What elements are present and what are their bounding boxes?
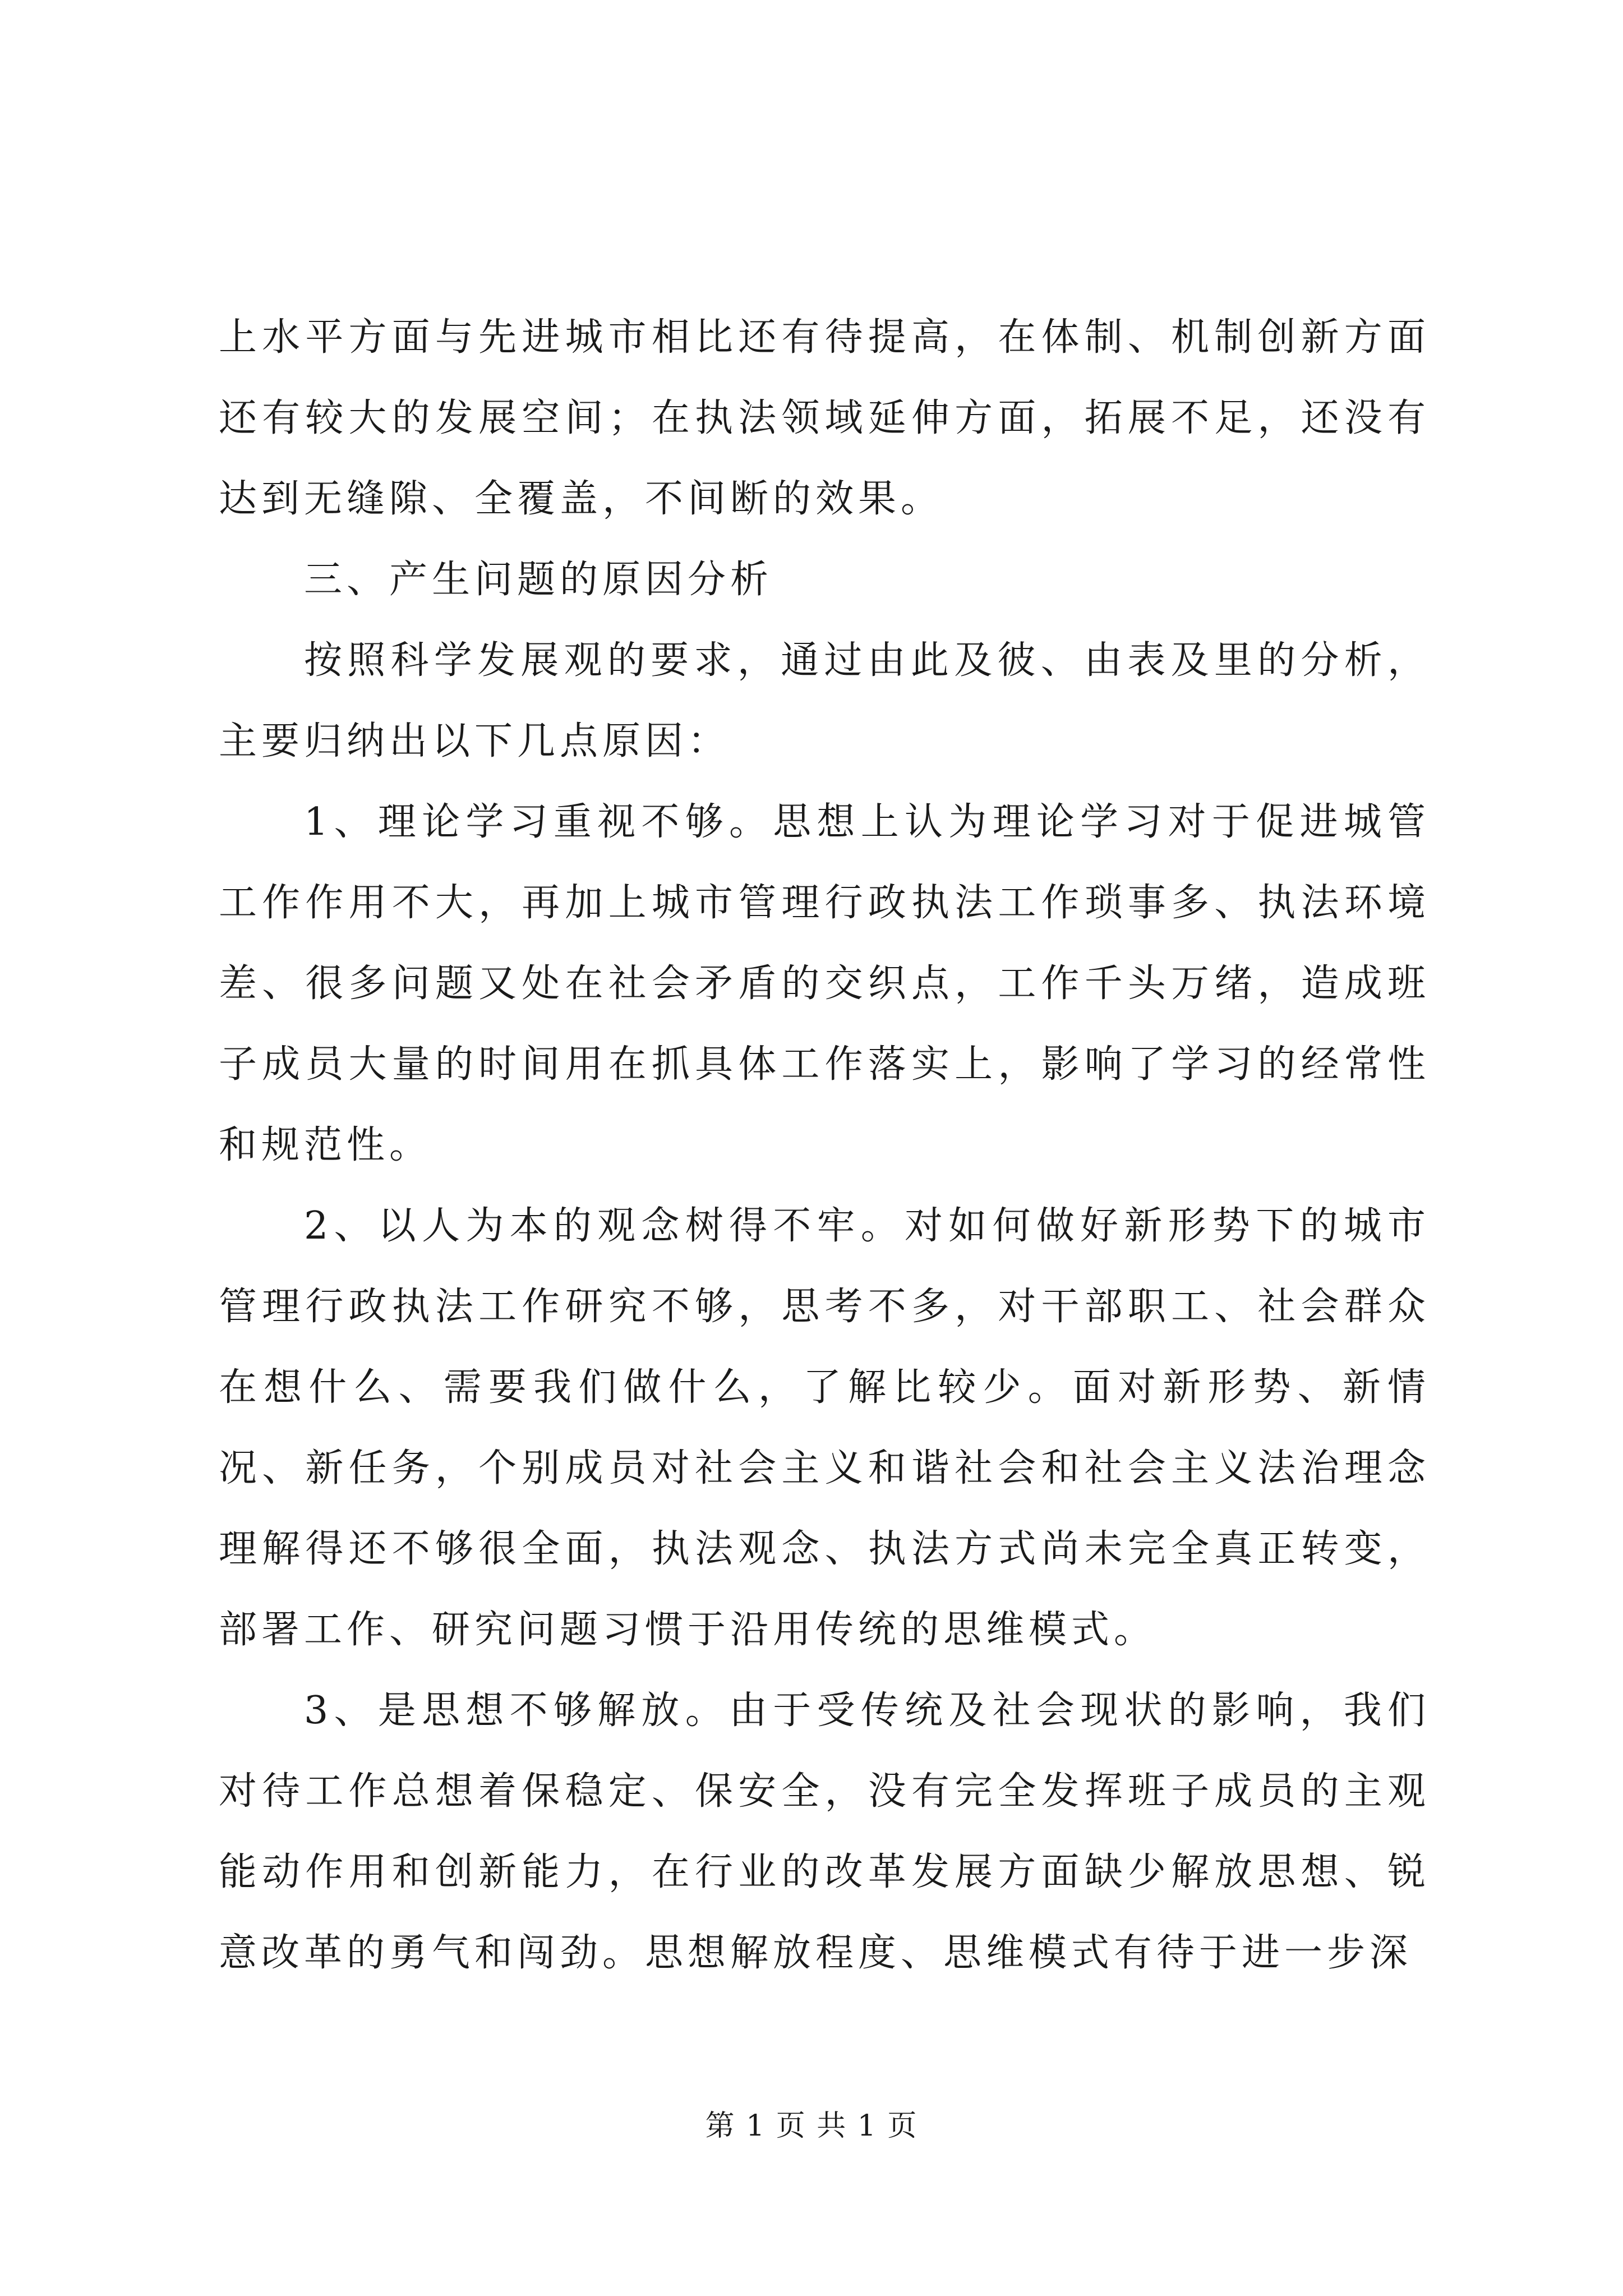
page-footer: 第 1 页 共 1 页 (705, 2109, 918, 2143)
paragraph-item-1: 1、理论学习重视不够。思想上认为理论学习对于促进城管工作作用不大，再加上城市管理行政执法工作琐事多、执法环境差、很多问题又处在社会矛盾的交织点，工作千头万绪，造成班子成员大量的时间用在抓具体工作落实上，影响了学习的经常性和规范性。 (219, 800, 1430, 1167)
body-text (219, 297, 1430, 1994)
paragraph-item-2: 2、以人为本的观念树得不牢。对如何做好新形势下的城市管理行政执法工作研究不够，思考不多，对干部职工、社会群众在想什么、需要我们做什么，了解比较少。面对新形势、新情况、新任务，个别成员对社会主义和谐社会和社会主义法治理念理解得还不够很全面，执法观念、执法方式尚未完全真正转变，部署工作、研究问题习惯于沿用传统的思维模式。 (219, 1204, 1430, 1652)
paragraph-intro: 按照科学发展观的要求，通过由此及彼、由表及里的分析，主要归纳出以下几点原因： (219, 638, 1430, 763)
paragraph-item-3: 3、是思想不够解放。由于受传统及社会现状的影响，我们对待工作总想着保稳定、保安全，没有完全发挥班子成员的主观能动作用和创新能力，在行业的改革发展方面缺少解放思想、锐意改革的勇气和闯劲。思想解放程度、思维模式有待于进一步深 (219, 1688, 1430, 1975)
section-heading: 三、产生问题的原因分析 (304, 558, 773, 602)
paragraph-continuation: 上水平方面与先进城市相比还有待提高，在体制、机制创新方面还有较大的发展空间；在执法领域延伸方面，拓展不足，还没有达到无缝隙、全覆盖，不间断的效果。 (219, 315, 1430, 521)
